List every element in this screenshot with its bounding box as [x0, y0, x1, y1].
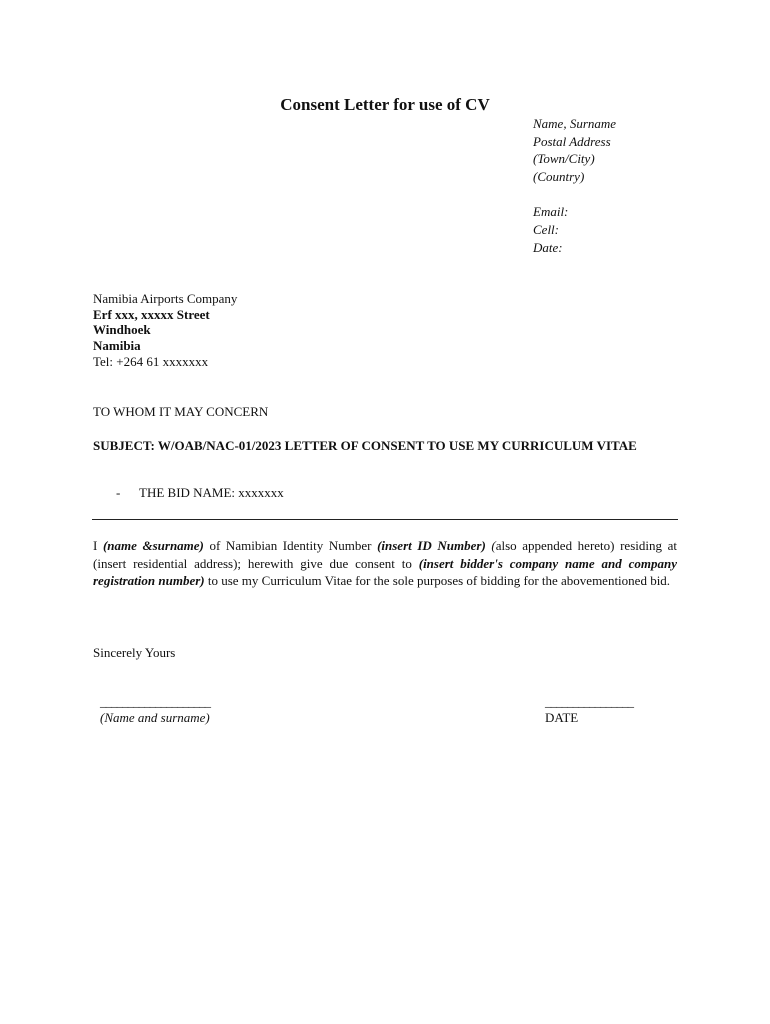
sender-date: Date:: [533, 239, 563, 255]
body-text-4: to use my Curriculum Vitae for the sole purposes of bidding for the abovementioned bid.: [204, 573, 671, 589]
date-line: ________________: [545, 694, 633, 709]
bid-name: THE BID NAME: xxxxxxx: [139, 485, 284, 500]
sender-email: Email:: [533, 204, 569, 220]
body-text-3: also appended hereto) residing at (insert residential address); herewith give due consent to: [93, 538, 677, 571]
signature-line: ____________________: [100, 694, 210, 709]
salutation: TO WHOM IT MAY CONCERN: [93, 404, 269, 419]
date-label: DATE: [545, 710, 579, 725]
body-text-1: I: [93, 538, 103, 553]
placeholder-name-surname: (name &surname): [102, 538, 204, 553]
horizontal-rule: [92, 519, 678, 520]
sender-country: (Country): [533, 168, 585, 184]
recipient-city: Windhoek: [93, 322, 151, 338]
closing-line: Sincerely Yours: [93, 645, 176, 660]
body-paragraph: [93, 537, 677, 590]
recipient-block: [93, 291, 237, 370]
recipient-tel: Tel: +264 61 xxxxxxx: [93, 353, 209, 369]
signature-label: (Name and surname): [100, 710, 210, 725]
bid-item: [116, 485, 284, 501]
placeholder-bidder-company: (insert bidder's company name and company registration number): [93, 555, 677, 589]
placeholder-id-number: (insert ID Number): [377, 538, 486, 553]
subject-line: SUBJECT: W/OAB/NAC-01/2023 LETTER OF CONSENT TO USE MY CURRICULUM VITAE: [93, 438, 637, 453]
sender-town-city: (Town/City): [533, 151, 595, 167]
recipient-street: Erf xxx, xxxxx Street: [93, 306, 210, 322]
recipient-country: Namibia: [93, 338, 141, 354]
sender-block: [533, 115, 616, 256]
recipient-company: Namibia Airports Company: [93, 291, 238, 306]
sender-postal-address: Postal Address: [533, 133, 611, 149]
body-paren: (: [485, 538, 496, 553]
document-title: Consent Letter for use of CV: [280, 95, 490, 114]
sender-spacer: [533, 185, 616, 203]
sender-name: Name, Surname: [533, 116, 617, 131]
sender-cell: Cell:: [533, 221, 559, 237]
body-text-2: of Namibian Identity Number: [203, 538, 378, 553]
bullet-dash: -: [116, 485, 121, 500]
